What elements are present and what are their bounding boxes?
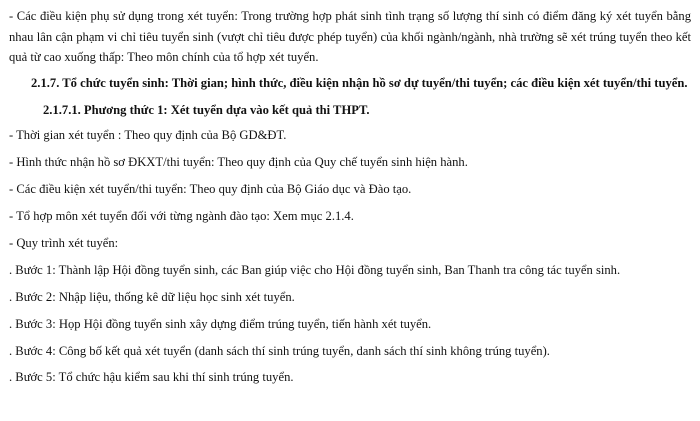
criteria-paragraph: - Các điều kiện phụ sử dụng trong xét tuyển: Trong trường hợp phát sinh tình trạng số lượng thí sinh có điểm đăng ký xét tuyển bằng nhau lân cận phạm vi chỉ tiêu tuyển sinh (vượt chỉ tiêu được phép tuyển) của khối ngành/ngành, nhà trường sẽ xét trúng tuyển theo kết quả từ cao xuống thấp: Theo môn chính của tổ hợp xét tuyển. bbox=[9, 9, 691, 65]
subsection-heading: 2.1.7.1. Phương thức 1: Xét tuyển dựa vào kết quả thi THPT. bbox=[43, 102, 370, 117]
list-item: - Hình thức nhận hồ sơ ĐKXT/thi tuyển: Theo quy định của Quy chế tuyển sinh hiện hành. bbox=[9, 155, 468, 170]
list-item: - Tổ hợp môn xét tuyển đối với từng ngành đào tạo: Xem mục 2.1.4. bbox=[9, 209, 354, 224]
list-item: . Bước 2: Nhập liệu, thống kê dữ liệu học sinh xét tuyển. bbox=[9, 289, 295, 304]
list-item: . Bước 1: Thành lập Hội đồng tuyển sinh, các Ban giúp việc cho Hội đồng tuyển sinh, Ban Thanh tra công tác tuyển sinh. bbox=[9, 262, 621, 277]
list-item: - Quy trình xét tuyển: bbox=[9, 235, 119, 250]
list-item: - Thời gian xét tuyển : Theo quy định của Bộ GD&ĐT. bbox=[9, 128, 287, 143]
list-item: . Bước 3: Họp Hội đồng tuyển sinh xây dựng điểm trúng tuyển, tiến hành xét tuyển. bbox=[9, 316, 432, 331]
list-item: - Các điều kiện xét tuyển/thi tuyển: Theo quy định của Bộ Giáo dục và Đào tạo. bbox=[9, 182, 412, 197]
list-item: . Bước 5: Tổ chức hậu kiểm sau khi thí sinh trúng tuyển. bbox=[9, 370, 294, 385]
list-item: . Bước 4: Công bố kết quả xét tuyển (danh sách thí sinh trúng tuyển, danh sách thí sinh không trúng tuyển). bbox=[9, 343, 550, 358]
section-heading: 2.1.7. Tổ chức tuyển sinh: Thời gian; hình thức, điều kiện nhận hồ sơ dự tuyển/thi tuyển; các điều kiện xét tuyển/thi tuyển. bbox=[31, 75, 688, 90]
